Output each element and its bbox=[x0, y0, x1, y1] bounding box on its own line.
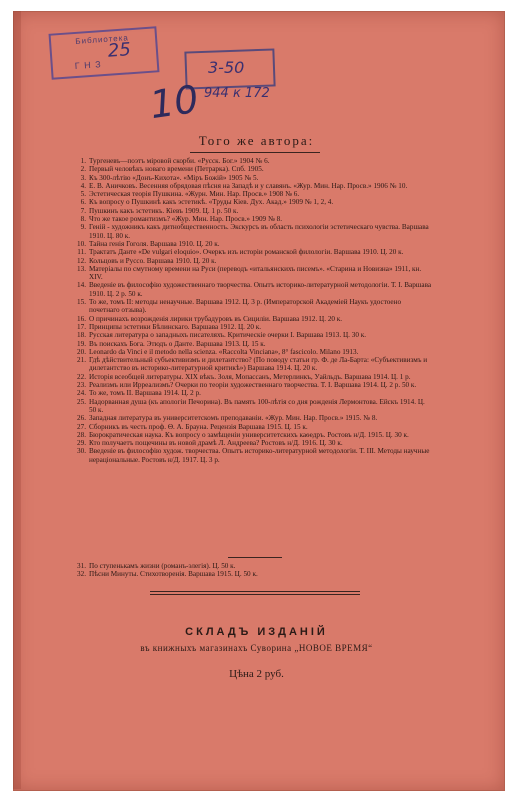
work-text: Трактатъ Данте «De vulgari eloquio». Очеркъ изъ исторіи романской филологіи. Варшава 1910. Ц. 20 к. bbox=[89, 248, 404, 257]
work-item bbox=[72, 381, 432, 389]
work-text: По ступенькамъ жизни (романъ-элегія). Ц. 50 к. bbox=[89, 562, 236, 570]
work-text: Гдѣ дѣйствительный субъективизмъ и дилетантство? (По поводу статьи гр. Ф. де Ла-Барта: «Субъективизмъ и дилетантство въ историко-литературной критикѣ») Варшава 1914. Ц. 20 к. bbox=[89, 356, 428, 373]
work-text: Тургеневъ—поэтъ міровой скорби. «Русск. Бог.» 1904 № 6. bbox=[89, 157, 270, 165]
work-text: Кольцовъ и Руссо. Варшава 1910. Ц. 20 к. bbox=[89, 256, 217, 265]
work-number: 12. bbox=[77, 256, 86, 265]
work-number: 11. bbox=[77, 248, 86, 257]
price: Цѣна 2 руб. bbox=[229, 668, 284, 680]
work-item bbox=[72, 315, 432, 323]
library-stamp-number: 25 bbox=[107, 39, 132, 62]
work-text: Генiй - художникъ какъ дитнобщественность. Экскурсъ въ область психологіи эстетическаго чувства. Варшава 1910. Ц. 80 к. bbox=[89, 223, 429, 240]
work-item bbox=[72, 562, 432, 570]
work-number: 1. bbox=[80, 157, 86, 165]
work-text: Западная литература въ университетскомъ преподаваніи. «Жур. Мин. Нар. Просв.» 1915. № 8. bbox=[89, 414, 378, 423]
work-number: 21. bbox=[77, 356, 86, 365]
work-number: 5. bbox=[80, 190, 86, 199]
work-item bbox=[72, 248, 432, 256]
work-number: 25. bbox=[77, 397, 86, 406]
work-item bbox=[72, 414, 432, 422]
work-text: Е. В. Аничковъ. Весенняя обрядовая пѣсня на Западѣ и у славянъ. «Жур. Мин. Нар. Просв.» 1906 № 10. bbox=[89, 181, 408, 190]
work-text: О причинахъ возрожденія лирики трубадуровъ въ Сициліи. Варшава 1912. Ц. 20 к. bbox=[89, 314, 343, 323]
work-number: 18. bbox=[77, 331, 86, 340]
work-number: 7. bbox=[80, 206, 86, 215]
work-item bbox=[72, 570, 432, 578]
work-item bbox=[72, 348, 432, 356]
work-item bbox=[72, 439, 432, 447]
work-item bbox=[72, 182, 432, 190]
work-item bbox=[72, 190, 432, 198]
work-number: 23. bbox=[77, 381, 86, 390]
work-text: Что же такое романтизмъ? «Жур. Мин. Нар. Просв.» 1909 № 8. bbox=[89, 215, 282, 224]
work-number: 17. bbox=[77, 322, 86, 331]
work-item bbox=[72, 215, 432, 223]
work-number: 32. bbox=[77, 570, 86, 579]
ornament-rule-top bbox=[150, 591, 360, 592]
work-item bbox=[72, 398, 432, 415]
work-number: 22. bbox=[77, 372, 86, 381]
work-item bbox=[72, 373, 432, 381]
work-number: 6. bbox=[80, 198, 86, 207]
work-number: 14. bbox=[77, 281, 86, 290]
work-text: То же, томъ II. Варшава 1914. Ц. 2 р. bbox=[89, 389, 201, 398]
work-number: 29. bbox=[77, 439, 86, 448]
warehouse-title: СКЛАДЪ ИЗДАНІЙ bbox=[185, 626, 328, 638]
work-number: 10. bbox=[77, 239, 86, 248]
work-number: 9. bbox=[80, 223, 86, 232]
work-item bbox=[72, 447, 432, 464]
works-list bbox=[72, 157, 432, 464]
works-extra-list bbox=[72, 562, 432, 579]
work-item bbox=[72, 257, 432, 265]
work-number: 16. bbox=[77, 314, 86, 323]
library-stamp-bottom: Г Н З bbox=[74, 59, 102, 72]
work-item bbox=[72, 323, 432, 331]
work-item bbox=[72, 174, 432, 182]
work-number: 28. bbox=[77, 430, 86, 439]
work-text: Принципы эстетики Бѣлинскаго. Варшава 1912. Ц. 20 к. bbox=[89, 322, 262, 331]
work-number: 3. bbox=[80, 173, 86, 182]
work-item bbox=[72, 389, 432, 397]
work-text: Къ 300-лѣтію «Донъ-Кихота». «Міръ Божій» 1905 № 5. bbox=[89, 173, 259, 182]
work-number: 2. bbox=[80, 165, 86, 174]
work-item bbox=[72, 340, 432, 348]
work-text: Къ вопросу о Пушкинѣ какъ эстетикѣ. «Труды Кiев. Дух. Акад.» 1909 № 1, 2, 4. bbox=[89, 198, 334, 207]
work-item bbox=[72, 265, 432, 282]
work-item bbox=[72, 331, 432, 339]
work-number: 4. bbox=[80, 181, 86, 190]
work-text: Надорванная душа (къ апологіи Печорина). Въ память 100-лѣтія со дня рожденія Лермонтова. Ейскъ 1914. Ц. 50 к. bbox=[89, 397, 425, 414]
work-text: Реализмъ или Ирреализмъ? Очерки по теоріи художественнаго творчества. Т. I. Варшава 1914. Ц. 2 р. 50 к. bbox=[89, 381, 417, 390]
work-number: 15. bbox=[77, 298, 86, 307]
work-text: Пушкинъ какъ эстетикъ. Кiевъ 1909. Ц. 1 р. 50 к. bbox=[89, 206, 239, 215]
work-number: 30. bbox=[77, 447, 86, 456]
work-item bbox=[72, 431, 432, 439]
work-text: Введеніе въ философію худож. творчества. Опытъ историко-литературной методологіи. Т. III. Методы научные нераціональные. Ростовъ н/Д. 1917. Ц. 3 р. bbox=[89, 447, 430, 464]
library-stamp-top: Библиотека bbox=[75, 33, 130, 46]
work-text: Leonardo da Vinci e il metodo nella scienza. «Raccolta Vinciana», 8° fascicolo. Milano 1913. bbox=[89, 347, 359, 356]
work-text: Исторія всеобщей литературы. XIX вѣкъ. Золя, Мопассанъ, Метерлинкъ, Уайльдъ. Варшава 1914. Ц. 1 р. bbox=[89, 372, 411, 381]
work-item bbox=[72, 157, 432, 165]
work-item bbox=[72, 298, 432, 315]
work-number: 31. bbox=[77, 562, 86, 570]
handwritten-catalog-number: 944 к 172 bbox=[204, 86, 270, 101]
work-text: Тайна генiя Гоголя. Варшава 1910. Ц. 20 к. bbox=[89, 239, 220, 248]
work-item bbox=[72, 356, 432, 373]
handwritten-large-number: 10 bbox=[147, 76, 202, 128]
list-separator bbox=[228, 557, 282, 558]
work-text: Русская литература о западныхъ писателяхъ. Критическіе очерки I. Варшава 1913. Ц. 30 к. bbox=[89, 331, 367, 340]
work-item bbox=[72, 281, 432, 298]
work-item bbox=[72, 423, 432, 431]
handwritten-price: 3-50 bbox=[208, 58, 245, 77]
work-text: Бюрократическая наука. Къ вопросу о замѣщеніи университетскихъ каѳедръ. Ростовъ н/Д. 1915. Ц. 30 к. bbox=[89, 430, 409, 439]
work-number: 19. bbox=[77, 339, 86, 348]
work-text: То же, томъ II: методы ненаучные. Варшава 1912. Ц. 3 р. (Императорской Академіей Наукъ удостоено почетнаго отзыва). bbox=[89, 298, 402, 315]
work-item bbox=[72, 165, 432, 173]
work-text: Кто получаетъ пощечины въ новой драмѣ Л. Андреева? Ростовъ н/Д. 1916. Ц. 30 к. bbox=[89, 439, 343, 448]
work-number: 24. bbox=[77, 389, 86, 398]
work-item bbox=[72, 240, 432, 248]
work-text: Матеріалы по смутному времени на Руси (переводъ «итальянскихъ писемъ». «Старина и Новизна» 1911, кн. XIV. bbox=[89, 264, 422, 282]
work-text: Эстетическая теорія Пушкина. «Журн. Мин. Нар. Просв.» 1908 № 6. bbox=[89, 190, 300, 199]
title-underline bbox=[190, 152, 320, 153]
work-text: Первый человѣкъ новаго времени (Петрарка). Спб. 1905. bbox=[89, 165, 264, 174]
work-number: 13. bbox=[77, 264, 86, 273]
work-text: Сборникъ въ честь проф. Ѳ. А. Брауна. Рецензія Варшава 1915. Ц. 15 к. bbox=[89, 422, 308, 431]
work-item bbox=[72, 207, 432, 215]
ornament-rule-bottom bbox=[150, 594, 360, 595]
work-number: 8. bbox=[80, 215, 86, 224]
work-text: Введеніе въ философію художественнаго творчества. Опытъ историко-литературной методологіи. Т. I. Варшава 1910. Ц. 2 р. 50 к. bbox=[89, 281, 432, 298]
work-item bbox=[72, 198, 432, 206]
work-item bbox=[72, 223, 432, 240]
library-stamp bbox=[49, 26, 160, 79]
work-number: 27. bbox=[77, 422, 86, 431]
warehouse-subtitle: въ книжныхъ магазинахъ Суворина „НОВОЕ ВРЕМЯ“ bbox=[140, 643, 373, 653]
page-title: Того же автора: bbox=[198, 133, 315, 148]
work-number: 26. bbox=[77, 414, 86, 423]
work-text: Пѣсни Минуты. Стихотворенія. Варшава 1915. Ц. 50 к. bbox=[89, 570, 258, 579]
work-text: Въ поискахъ Бога. Этюдъ о Данте. Варшава 1913. Ц. 15 к. bbox=[89, 339, 266, 348]
work-number: 20. bbox=[77, 347, 86, 356]
